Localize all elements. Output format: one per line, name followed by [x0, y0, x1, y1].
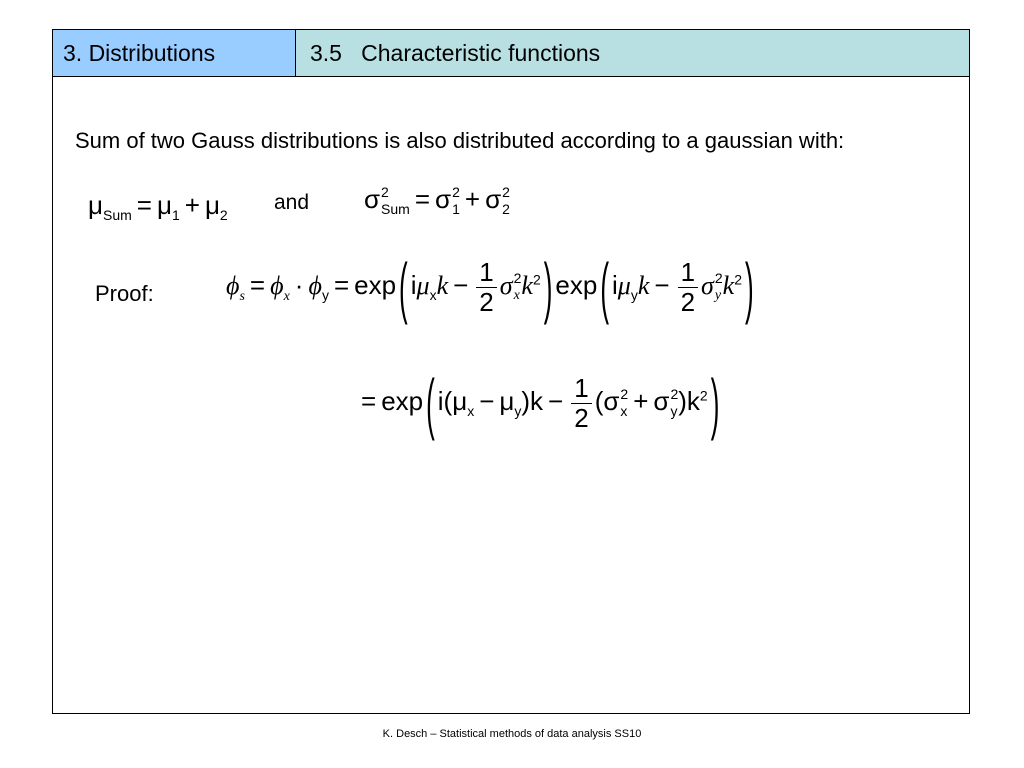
- topic-title: 3.5 Characteristic functions: [296, 30, 969, 77]
- proof-equation-line-2: = exp ( $i(\mu_x - \mu_y)k$ − $\frac{1}{2}$ (σ 2 x + σ 2 y )$k^2$ ): [361, 364, 720, 443]
- footer: K. Desch – Statistical methods of data analysis SS10: [382, 728, 642, 740]
- and-label: and: [274, 191, 310, 214]
- proof-label: Proof:: [95, 281, 154, 306]
- intro-text: Sum of two Gauss distributions is also distributed according to a gaussian with:: [75, 128, 845, 153]
- section-title: 3. Distributions: [53, 30, 296, 77]
- proof-equation-line-1: $\phi_s = \phi_x \cdot \phi_y = \exp$ ( $i\mu_xk$ − $\frac{1}{2}$ σ 2 x $k^2$ ) exp ( $i\mu_yk$ − $\frac{1}{2}$ σ 2 y $k^2$ ): [226, 248, 754, 327]
- mean-equation: $\mu_{Sum} = \mu_1 + \mu_2$: [88, 190, 228, 224]
- variance-equation: σ 2 Sum = σ 2 1 + σ 2 2: [364, 183, 510, 217]
